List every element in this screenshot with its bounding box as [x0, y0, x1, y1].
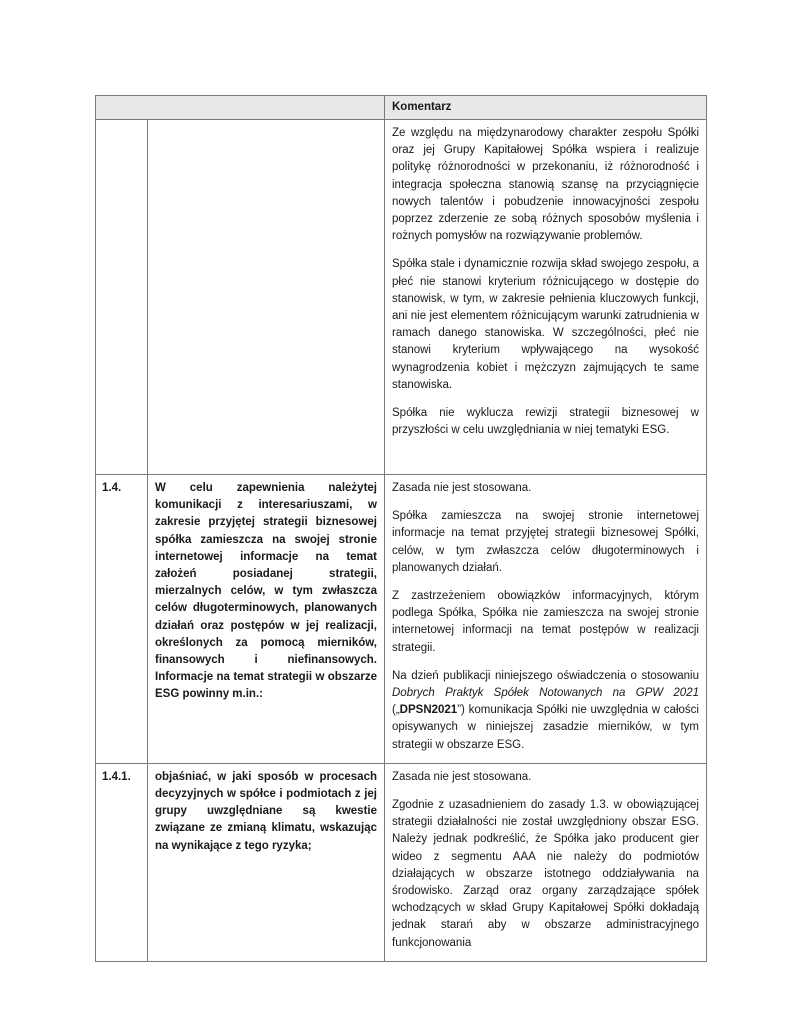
comment-paragraph: Z zastrzeżeniem obowiązków informacyjnych, którym podlega Spółka, Spółka nie zamieszcza na swojej stronie internetowej informacji na temat postępów w realizacji strategii. — [392, 590, 699, 654]
compliance-table — [95, 95, 707, 962]
row-number-cell: 1.4.1. — [102, 770, 131, 783]
row-number-cell — [96, 120, 147, 474]
comment-cell — [384, 475, 706, 763]
comment-paragraph: Zasada nie jest stosowana. — [392, 770, 532, 783]
comment-paragraph: Zasada nie jest stosowana. — [392, 482, 532, 494]
rich-text-normal: ”) komunikacja Spółki nie uwzględnia w całości opisywanych w niniejszej zasadzie mierników, w tym strategii w obszarze ESG. — [392, 704, 699, 751]
principle-cell: objaśniać, w jaki sposób w procesach decyzyjnych w spółce i podmiotach z jej grupy uwzględniane są kwestie związane ze zmianą klimatu, wskazując na wynikające z tego ryzyka; — [147, 764, 384, 961]
rich-text-bold: DPSN2021 — [399, 704, 458, 717]
row-number-cell: 1.4. — [102, 482, 122, 494]
comment-cell — [384, 764, 706, 961]
comment-paragraph: Spółka stale i dynamicznie rozwija skład swojego zespołu, a płeć nie stanowi kryterium różnicującego w dostępie do stanowisk, w tym, w zakresie pełnienia kluczowych funkcji, ani nie jest elementem różnicującym warunki zatrudnienia w ramach danego stanowiska. W szczególności, płeć nie stanowi kryterium wpływającego na wysokość wynagrodzenia kobiet i mężczyzn zajmujących te same stanowiska. — [392, 258, 699, 391]
rich-text-normal: Na dzień publikacji niniejszego oświadczenia o stosowaniu — [392, 669, 699, 682]
comment-cell — [384, 120, 706, 474]
table-header-row — [96, 96, 706, 119]
comment-paragraph: Spółka zamieszcza na swojej stronie internetowej informacje na temat przyjętej strategii biznesowej Spółki, celów, w tym zwłaszcza celów długoterminowych i planowanych działań. — [392, 510, 699, 574]
table-header-empty-cell — [96, 96, 384, 119]
table-row-1-4-1 — [96, 763, 706, 961]
principle-cell: W celu zapewnienia należytej komunikacji z interesariuszami, w zakresie przyjętej strategii biznesowej spółka zamieszcza na swojej stronie internetowej informacje na temat założeń posiadanej strategii, mierzalnych celów, w tym zwłaszcza celów długoterminowych, planowanych działań oraz postępów w jej realizacji, określonych za pomocą mierników, finansowych i niefinansowych. Informacje na temat strategii w obszarze ESG powinny m.in.: — [147, 475, 384, 763]
comment-paragraph-clipped: Zgodnie z uzasadnieniem do zasady 1.3. w obowiązującej strategii działalności nie został uwzględniony obszar ESG. Należy jednak podkreślić, że Spółka jako producent gier wideo z segmentu AAA nie należy do podmiotów działających w obszarze istotnego oddziaływania na środowisko. Zarząd oraz organy zarządzające spółek wchodzących w skład Grupy Kapitałowej Spółki dokładają jednak starań aby w obszarze administracyjnego funkcjonowania — [392, 799, 699, 949]
principle-cell — [147, 120, 384, 474]
comment-paragraph: Spółka nie wyklucza rewizji strategii biznesowej w przyszłości w celu uwzględniania w niej tematyki ESG. — [392, 407, 699, 437]
comment-paragraph-rich — [392, 668, 699, 754]
rich-text-normal: („ — [392, 704, 400, 717]
rich-text-italic: Dobrych Praktyk Spółek Notowanych na GPW 2021 — [392, 687, 699, 700]
comment-paragraph: Ze względu na międzynarodowy charakter zespołu Spółki oraz jej Grupy Kapitałowej Spółka wspiera i realizuje politykę różnorodności w przekonaniu, iż różnorodność i integracja społeczna stanowią szansę na przyciągnięcie nowych talentów i pobudzenie innowacyjności zespołu poprzez zderzenie ze sobą różnych sposobów myślenia i rożnych pomysłów na rozwiązywanie problemów. — [392, 127, 699, 243]
table-row-continuation — [96, 119, 706, 474]
table-header-komentarz: Komentarz — [384, 96, 706, 119]
table-row-1-4 — [96, 474, 706, 763]
